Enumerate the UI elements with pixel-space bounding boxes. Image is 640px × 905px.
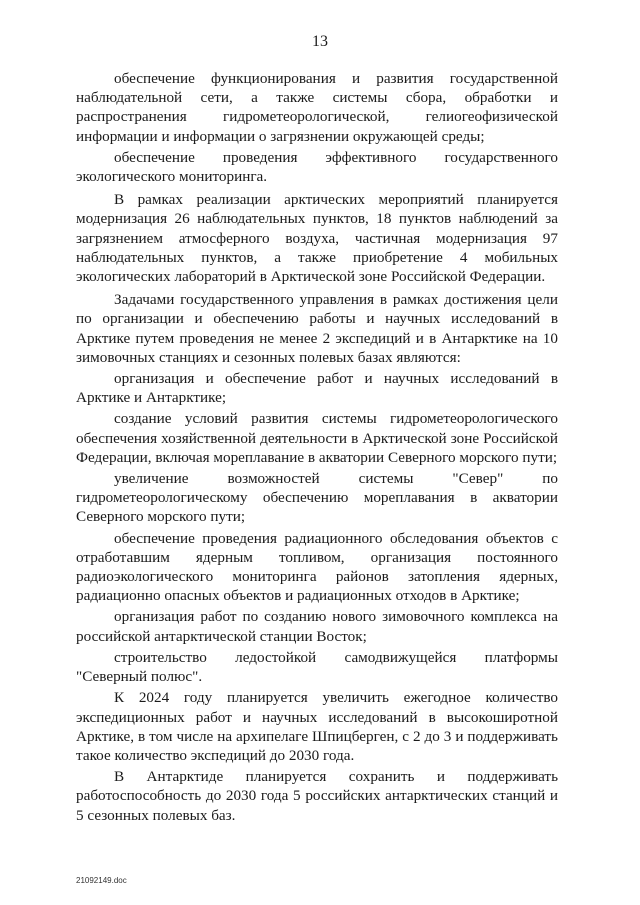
paragraph: обеспечение проведения радиационного обследования объектов с отработавшим ядерным топливом, организация постоянного радиоэкологического мониторинга районов затопления ядерных, радиационно опасных объектов и радиационных отходов в Арктике;: [76, 529, 558, 605]
paragraph: В рамках реализации арктических мероприятий планируется модернизация 26 наблюдательных пунктов, 18 пунктов наблюдений за загрязнением атмосферного воздуха, частичная модернизация 97 наблюдательных пунктов, а также приобретение 4 мобильных экологических лабораторий в Арктической зоне Российской Федерации.: [76, 191, 558, 286]
paragraph: К 2024 году планируется увеличить ежегодное количество экспедиционных работ и научных исследований в высокоширотной Арктике, в том числе на архипелаге Шпицберген, с 2 до 3 и поддерживать такое количество экспедиций до 2030 года.: [76, 689, 558, 764]
paragraph: строительство ледостойкой самодвижущейся платформы "Северный полюс".: [76, 648, 558, 686]
paragraph: обеспечение проведения эффективного государственного экологического мониторинга.: [76, 148, 558, 186]
paragraph: В Антарктиде планируется сохранить и поддерживать работоспособность до 2030 года 5 российских антарктических станций и 5 сезонных полевых баз.: [76, 768, 558, 824]
document-body: [76, 69, 558, 827]
paragraph: обеспечение функционирования и развития государственной наблюдательной сети, а также системы сбора, обработки и распространения гидрометеорологической, гелиогеофизической информации и информации о загрязнении окружающей среды;: [76, 70, 558, 145]
paragraph: создание условий развития системы гидрометеорологического обеспечения хозяйственной деятельности в Арктической зоне Российской Федерации, включая мореплавание в акватории Северного морского пути;: [76, 410, 558, 466]
paragraph: Задачами государственного управления в рамках достижения цели по организации и обеспечению работы и научных исследований в Арктике путем проведения не менее 2 экспедиций и в Антарктике на 10 зимовочных станциях и сезонных полевых базах являются:: [76, 291, 558, 366]
page-number: 13: [312, 33, 328, 50]
paragraph: организация и обеспечение работ и научных исследований в Арктике и Антарктике;: [76, 370, 558, 407]
paragraph: увеличение возможностей системы "Север" по гидрометеорологическому обеспечению мореплавания в акватории Северного морского пути;: [76, 470, 558, 526]
paragraph: организация работ по созданию нового зимовочного комплекса на российской антарктической станции Восток;: [76, 608, 558, 645]
document-filename: 21092149.doc: [76, 876, 127, 885]
